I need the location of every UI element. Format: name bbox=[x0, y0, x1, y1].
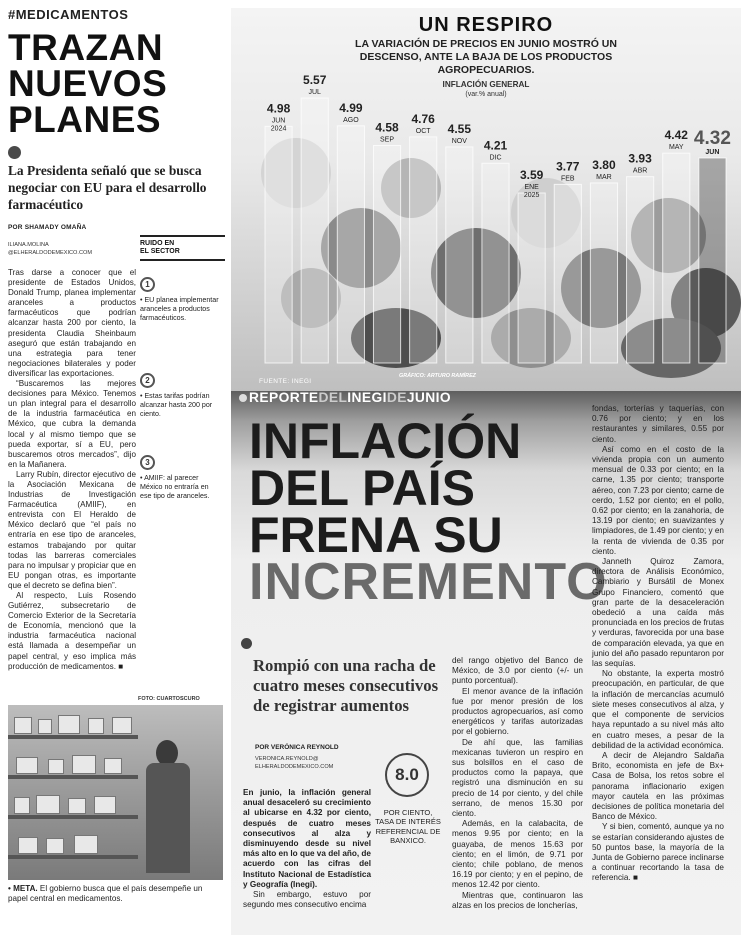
chart-value-label: 4.58 bbox=[375, 120, 399, 135]
chart-category-label: NOV bbox=[451, 137, 467, 145]
kicker-part: REPORTE bbox=[249, 390, 319, 405]
chart-value-label: 4.21 bbox=[483, 138, 508, 153]
chart-unit-label: (var.% anual) bbox=[465, 91, 507, 98]
chart-value-label: 4.98 bbox=[266, 101, 291, 116]
medicine-box bbox=[58, 715, 80, 734]
paragraph: Además, en la calabacita, de menos 9.95 por ciento; en la guayaba, de menos 15.63 por ciento; en el limón, de 9.71 por ciento; chile poblano, de menos 16.19 por ciento; y en el pepino, de menos 12.42 por ciento. bbox=[452, 819, 583, 890]
sidebar-item bbox=[140, 373, 222, 419]
sidebar-item-text: • Estas tarifas podrían alcanzar hasta 200 por ciento. bbox=[140, 392, 213, 418]
number-badge: 2 bbox=[140, 373, 155, 388]
heading-line: RUIDO EN bbox=[140, 240, 175, 247]
number-badge: 1 bbox=[140, 277, 155, 292]
paragraph: Así como en el costo de la vivienda propia con un aumento mensual de 0.33 por ciento; en la carne, 1.35 por ciento; transporte aéreo, con 7.23 por ciento; carne de cerdo, 1.52 por ciento; en el pollo, 0.62 por ciento; en la zanahoria, de 13.19 por ciento; en suavizantes y limpiadores, de 1.49 por ciento; y en la renta de vivienda de 0.35 por ciento. bbox=[592, 444, 724, 556]
chart-value-label: 3.93 bbox=[628, 151, 652, 166]
chart-bar bbox=[590, 183, 617, 363]
paragraph: De ahí que, las familias mexicanas tuvieron un respiro en sus bolsillos en el caso de productos como la papaya, que registró una disminución en su precio de 14 por ciento, y del chile serrano, de menos 15.30 por ciento. bbox=[452, 737, 583, 819]
medicine-box bbox=[38, 719, 52, 734]
chart-value-label: 3.77 bbox=[556, 159, 580, 174]
body-column-3 bbox=[592, 404, 724, 884]
sidebar-box bbox=[140, 235, 225, 500]
medicine-box bbox=[112, 717, 132, 734]
paragraph: Sin embargo, estuvo por segundo mes consecutivo encima bbox=[243, 890, 371, 910]
medicine-box bbox=[88, 718, 104, 734]
headline-line: INCREMENTO bbox=[249, 553, 608, 611]
kicker-part: INEGI bbox=[347, 390, 387, 405]
chart-bar bbox=[554, 184, 581, 363]
paragraph: Janneth Quiroz Zamora, directora de Análisis Económico, Cambiario y Bursátil de Monex Grupo Financiero, comentó que gran parte de la desaceleración obedeció a una caída más pronunciada en los precios de frutas y verduras, favorecida por una base de comparación elevada, ya que en junio del año pasado repuntaron por las sequías. bbox=[592, 557, 724, 669]
chart-title: UN RESPIRO bbox=[418, 14, 554, 36]
rate-badge: 8.0 bbox=[385, 753, 429, 797]
chart-category-label: DIC bbox=[489, 154, 502, 162]
sidebar-item bbox=[140, 455, 222, 501]
rate-caption: POR CIENTO, TASA DE INTERÉS REFERENCIAL DE BANXICO. bbox=[375, 808, 441, 845]
sidebar-item-text: • EU planea implementar aranceles a productos farmacéuticos. bbox=[140, 296, 219, 322]
sidebar-item bbox=[140, 277, 222, 323]
email-line: @ELHERALDODEMEXICO.COM bbox=[8, 249, 93, 256]
chart-bar bbox=[627, 177, 654, 363]
email-line: ELHERALDODEMEXICO.COM bbox=[255, 763, 334, 770]
medicine-box bbox=[48, 759, 64, 774]
email-line: ILIANA.MOLINA bbox=[8, 242, 49, 248]
side-article-body bbox=[8, 268, 136, 672]
chart-value-label: 3.80 bbox=[592, 157, 616, 172]
chart-category-label: FEB bbox=[560, 175, 575, 183]
medicine-box bbox=[16, 757, 38, 774]
paragraph: Al respecto, Luis Rosendo Gutiérrez, subsecretario de Comercio Exterior de la Secretaría de Economía, mencionó que la industria farmacéutica nacional está llamada a desempeñar un papel central, y eso implica más producción de medicamentos. ■ bbox=[8, 591, 136, 671]
chart-category-label: JUL bbox=[308, 89, 321, 96]
chart-bar bbox=[446, 147, 473, 363]
paragraph: fondas, torterías y taquerías, con 0.76 por ciento; y en los restaurantes y similares, 0.55 por ciento. bbox=[592, 404, 724, 444]
chart-category-label: JUN bbox=[271, 117, 286, 125]
paragraph: Mientras que, continuaron las alzas en los precios de loncherías, bbox=[452, 890, 583, 910]
title-line: TRAZAN bbox=[8, 27, 164, 68]
author-email bbox=[255, 756, 333, 771]
email-line: VERONICA.REYNOLD@ bbox=[255, 756, 319, 762]
chart-value-label: 3.59 bbox=[519, 168, 544, 182]
shelf-divider bbox=[8, 735, 138, 739]
headline-line: DEL PAÍS bbox=[249, 460, 475, 516]
pharmacy-photo bbox=[8, 705, 223, 880]
deck: Rompió con una racha de cuatro meses consecutivos de registrar aumentos bbox=[253, 656, 439, 715]
author-email bbox=[8, 242, 92, 257]
photo-caption bbox=[8, 884, 223, 904]
chart-bar bbox=[699, 158, 726, 363]
chart-bar bbox=[337, 126, 364, 363]
paragraph: El menor avance de la inflación fue por menor presión de los productos agropecuarios, así como energéticos y tarifas autorizadas por el gobierno. bbox=[452, 686, 583, 737]
paragraph: En junio, la inflación general anual desaceleró su crecimiento al ubicarse en 4.32 por ciento, después de cuatro meses consecutivos al alza y disminuyendo desde su nivel más alto en lo que va del año, de acuerdo con las cifras del Instituto Nacional de Estadística y Geografía (Inegi). bbox=[243, 788, 371, 889]
medicine-box bbox=[72, 755, 96, 774]
chart-category-label: 2025 bbox=[523, 192, 540, 199]
chart-source: FUENTE: INEGI bbox=[259, 378, 312, 385]
chart-value-label: 4.55 bbox=[447, 121, 472, 136]
heading-line: EL SECTOR bbox=[140, 248, 180, 255]
headline-line: FRENA SU bbox=[249, 507, 503, 563]
title-line: PLANES bbox=[8, 99, 162, 140]
caption-label: • META. bbox=[8, 884, 38, 893]
caption-text: El gobierno busca que el país desempeñe un papel central en medicamentos. bbox=[8, 884, 203, 903]
chart-category-label: AGO bbox=[343, 116, 359, 124]
byline: POR SHAMADY OMAÑA bbox=[8, 224, 87, 231]
paragraph: Y si bien, comentó, aunque ya no se estarían considerando ajustes de 50 puntos base, la mayoría de la Junta de Gobierno parece inclinarse a continuar recortando la tasa de referencia. ■ bbox=[592, 822, 724, 883]
medicine-box bbox=[14, 797, 30, 814]
chart-category-label: 2024 bbox=[270, 125, 287, 133]
sidebar-heading bbox=[140, 235, 225, 261]
chart-value-label: 4.76 bbox=[411, 111, 435, 126]
chart-series-label: INFLACIÓN GENERAL bbox=[442, 80, 530, 89]
chart-category-label: MAY bbox=[668, 144, 684, 152]
chart-value-label: 5.57 bbox=[303, 73, 327, 87]
bullet-dot-icon bbox=[241, 638, 252, 649]
chart-bar bbox=[301, 98, 328, 363]
shelf-divider bbox=[8, 815, 138, 819]
paragraph: No obstante, la experta mostró preocupación, en particular, de que la inflación de mercancías acumuló siete meses consecutivos al alza, y que el componente de servicios haya repuntado a su nivel más alto en cuatro meses, a pesar de la debilidad de la actividad económica. bbox=[592, 669, 724, 750]
shelf-divider bbox=[8, 855, 138, 859]
chart-value-label: 4.32 bbox=[693, 127, 731, 149]
shelf-divider bbox=[8, 775, 138, 779]
side-article-title bbox=[8, 27, 223, 140]
bullet-dot-icon bbox=[8, 146, 21, 159]
chart-category-label: ENE bbox=[524, 184, 539, 191]
paragraph: del rango objetivo del Banco de México, de 3.0 por ciento (+/- un punto porcentual). bbox=[452, 656, 583, 686]
kicker-part: DE bbox=[386, 390, 407, 405]
headline-line: INFLACIÓN bbox=[249, 413, 522, 469]
chart-category-label: MAR bbox=[596, 173, 612, 181]
medicine-box bbox=[74, 835, 98, 854]
photo-credit: FOTO: CUARTOSCURO bbox=[138, 696, 200, 702]
paragraph: Larry Rubín, director ejecutivo de la Asociación Mexicana de Industrias de Investigación Farmacéutica (AMIIF), en entrevista con El Heraldo de México declaró que “el país no entraría en ese tipo de aranceles, estamos trabajando por quitar todas las barreras comerciales para no impulsar y propiciar que en EU pongan otras, es importante que el decreto se defina bien”. bbox=[8, 469, 136, 590]
chart-bar bbox=[663, 153, 690, 363]
paragraph: Tras darse a conocer que el presidente de Estados Unidos, Donald Trump, planea implementar aranceles a productos farmacéuticos que podrían alcanzar hasta 200 por ciento, la presidenta Claudia Sheinbaum aseguró que están trabajando en una estrategia para tener negociaciones bilaterales y poder diversificar las exportaciones. bbox=[8, 268, 136, 378]
chart-credit: GRÁFICO: ARTURO RAMÍREZ bbox=[399, 373, 476, 379]
medicine-box bbox=[14, 717, 32, 734]
medicine-box bbox=[68, 798, 86, 814]
medicine-box bbox=[18, 837, 38, 854]
paragraph: A decir de Alejandro Saldaña Brito, economista en jefe de Bx+ Casa de Bolsa, los retos sobre el panorama inflacionario exigen mayor cautela en las próximas decisiones de política monetaria del Banco de México. bbox=[592, 750, 724, 822]
medicine-box bbox=[94, 796, 116, 814]
medicine-box bbox=[36, 795, 60, 814]
side-article-subtitle: La Presidenta señaló que se busca negociar con EU para el desarrollo farmacéutico bbox=[8, 163, 207, 212]
chart-category-label: JUN bbox=[705, 148, 720, 156]
chart-value-label: 4.99 bbox=[339, 100, 363, 115]
chart-bar bbox=[518, 193, 545, 363]
kicker-dot-icon bbox=[239, 394, 247, 402]
chart-bar bbox=[373, 146, 400, 364]
kicker-part: DEL bbox=[318, 390, 348, 405]
medicine-box bbox=[46, 838, 64, 854]
chart-bar bbox=[265, 126, 292, 363]
chart-value-label: 4.42 bbox=[664, 128, 688, 143]
paragraph: “Buscaremos las mejores decisiones para México. Tenemos un plan integral para el desarrollo de la industria farmacéutica en México, que cubra la demanda local y al mismo tiempo que se pueda exportar, sí a EU, pero buscaremos otros mercados”, dijo en la Mañanera. bbox=[8, 379, 136, 469]
body-column-1 bbox=[243, 788, 371, 910]
byline: POR VERÓNICA REYNOLD bbox=[255, 744, 339, 751]
chart-subtitle: LA VARIACIÓN DE PRECIOS EN JUNIO MOSTRÓ UN DESCENSO, ANTE LA BAJA DE LOS PRODUCTOS AGROPECUARIOS. bbox=[355, 38, 617, 76]
chart-bar bbox=[410, 137, 437, 363]
medicine-box bbox=[104, 758, 122, 774]
chart-bar bbox=[482, 163, 509, 363]
chart-category-label: OCT bbox=[415, 127, 431, 135]
title-line: NUEVOS bbox=[8, 63, 168, 104]
sidebar-item-text: • AMIIF: al parecer México no entraría en ese tipo de aranceles. bbox=[140, 474, 210, 500]
chart-category-label: ABR bbox=[632, 167, 648, 175]
number-badge: 3 bbox=[140, 455, 155, 470]
section-tag: #MEDICAMENTOS bbox=[8, 7, 129, 22]
inflation-chart bbox=[231, 8, 741, 391]
kicker-part: JUNIO bbox=[406, 390, 452, 405]
person-silhouette bbox=[146, 763, 190, 873]
kicker bbox=[249, 390, 451, 405]
side-article bbox=[0, 0, 228, 935]
chart-category-label: SEP bbox=[380, 136, 395, 144]
headline bbox=[249, 413, 608, 611]
body-column-2 bbox=[452, 656, 583, 911]
